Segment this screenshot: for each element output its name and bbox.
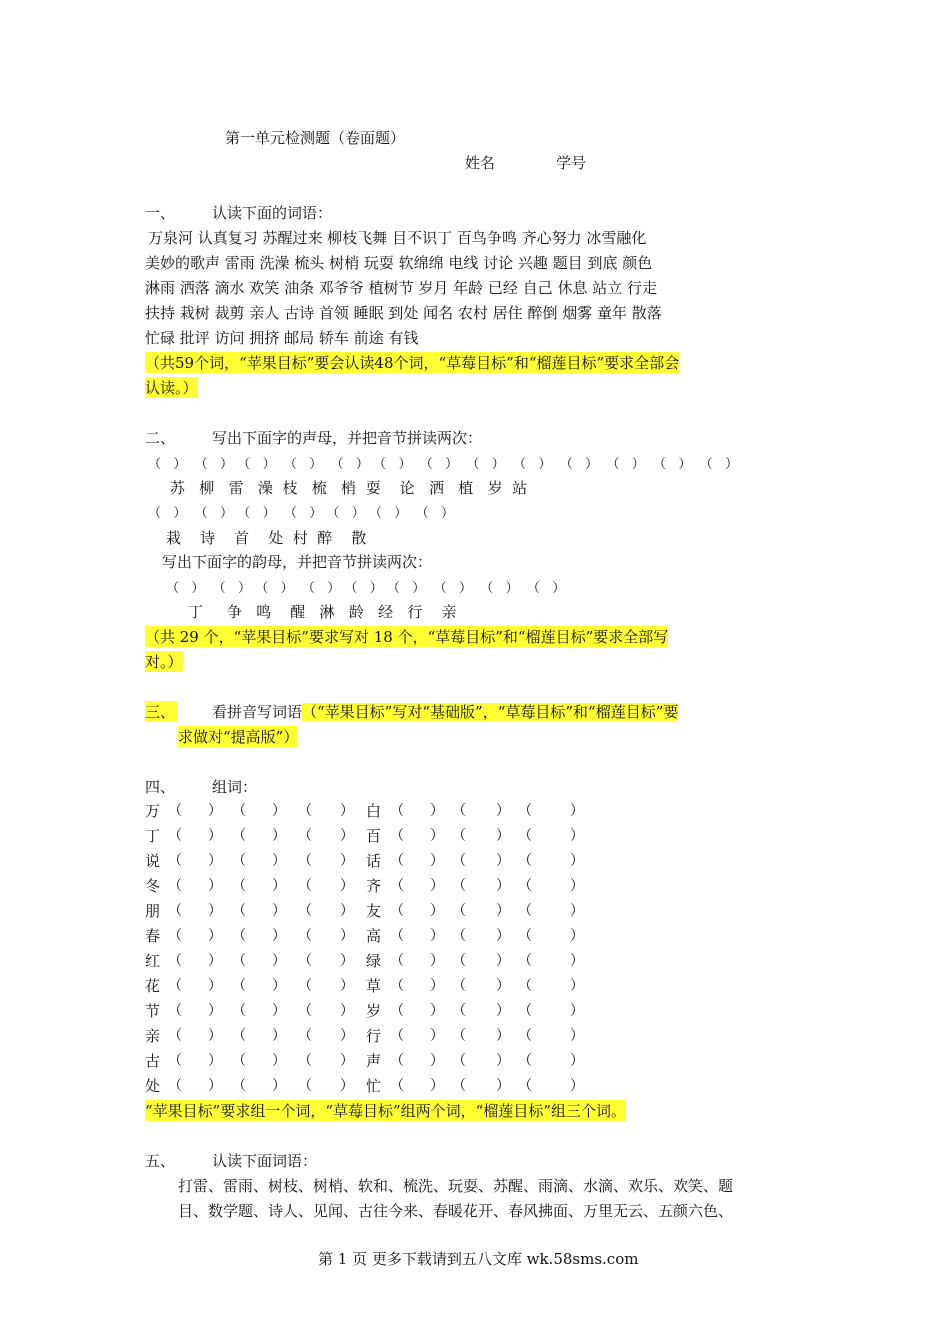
blank-open-paren: （ bbox=[232, 803, 246, 819]
blank-open-paren: （ bbox=[168, 928, 182, 944]
blank-close-paren: ） bbox=[340, 1078, 354, 1094]
word-building-row bbox=[0, 925, 584, 947]
blank-open-paren: （ bbox=[168, 953, 182, 969]
blank-close-paren: ） bbox=[272, 878, 286, 894]
blank-open-paren: （ bbox=[168, 878, 182, 894]
base-character: 春 bbox=[145, 927, 161, 945]
blank-close-paren: ） bbox=[430, 1003, 444, 1019]
base-character: 万 bbox=[145, 802, 161, 820]
section-1-note-continued: 认读。） bbox=[145, 379, 198, 397]
word-list-line: 万泉河 认真复习 苏醒过来 柳枝飞舞 目不识丁 百鸟争鸣 齐心努力 冰雪融化 bbox=[148, 229, 647, 247]
blank-open-paren: （ bbox=[298, 903, 312, 919]
word-building-row bbox=[0, 875, 584, 897]
word-list-line: 忙碌 批评 访问 拥挤 邮局 轿车 前途 有钱 bbox=[145, 329, 419, 347]
word-building-row bbox=[0, 1025, 584, 1047]
blank-open-paren: （ bbox=[390, 1028, 404, 1044]
blank-close-paren: ） bbox=[570, 803, 584, 819]
blank-open-paren: （ bbox=[168, 1003, 182, 1019]
blank-close-paren: ） bbox=[208, 803, 222, 819]
blank-close-paren: ） bbox=[340, 853, 354, 869]
base-character: 花 bbox=[145, 977, 161, 995]
blank-close-paren: ） bbox=[496, 953, 510, 969]
blank-close-paren: ） bbox=[570, 953, 584, 969]
blank-open-paren: （ bbox=[168, 978, 182, 994]
blank-open-paren: （ bbox=[390, 803, 404, 819]
blank-close-paren: ） bbox=[340, 803, 354, 819]
word-building-row bbox=[0, 850, 584, 872]
blank-close-paren: ） bbox=[430, 953, 444, 969]
blank-open-paren: （ bbox=[452, 853, 466, 869]
base-character: 处 bbox=[145, 1077, 161, 1095]
blank-close-paren: ） bbox=[272, 1028, 286, 1044]
blank-open-paren: （ bbox=[452, 1053, 466, 1069]
blank-open-paren: （ bbox=[298, 878, 312, 894]
blank-open-paren: （ bbox=[452, 978, 466, 994]
word-list-line: 美妙的歌声 雷雨 洗澡 梳头 树梢 玩耍 软绵绵 电线 讨论 兴趣 题目 到底 颜色 bbox=[145, 254, 653, 272]
blank-open-paren: （ bbox=[452, 1028, 466, 1044]
base-character: 亲 bbox=[145, 1027, 161, 1045]
base-character: 白 bbox=[366, 802, 382, 820]
blank-open-paren: （ bbox=[518, 928, 532, 944]
base-character: 丁 bbox=[145, 827, 161, 845]
blank-close-paren: ） bbox=[570, 1078, 584, 1094]
blank-close-paren: ） bbox=[208, 953, 222, 969]
blank-open-paren: （ bbox=[298, 803, 312, 819]
page-title: 第一单元检测题（卷面题） bbox=[225, 129, 406, 147]
blank-close-paren: ） bbox=[340, 903, 354, 919]
base-character: 绿 bbox=[366, 952, 382, 970]
blank-close-paren: ） bbox=[272, 1053, 286, 1069]
blank-open-paren: （ bbox=[232, 928, 246, 944]
section-2-note: （共 29 个，“苹果目标”要求写对 18 个，“草莓目标”和“榴莲目标”要求全部写 bbox=[145, 628, 669, 646]
base-character: 说 bbox=[145, 852, 161, 870]
blank-close-paren: ） bbox=[570, 928, 584, 944]
blank-open-paren: （ bbox=[452, 878, 466, 894]
blank-close-paren: ） bbox=[340, 978, 354, 994]
blank-open-paren: （ bbox=[232, 1003, 246, 1019]
blank-open-paren: （ bbox=[232, 853, 246, 869]
answer-blanks-row: （ ） （ ） （ ） （ ） （ ） （ ） （ ） bbox=[148, 506, 454, 521]
blank-close-paren: ） bbox=[570, 903, 584, 919]
blank-open-paren: （ bbox=[390, 878, 404, 894]
blank-close-paren: ） bbox=[570, 853, 584, 869]
blank-open-paren: （ bbox=[452, 1003, 466, 1019]
blank-open-paren: （ bbox=[518, 903, 532, 919]
word-list-line: 目、数学题、诗人、见闻、古往今来、春暖花开、春风拂面、万里无云、五颜六色、 bbox=[178, 1202, 734, 1220]
blank-open-paren: （ bbox=[518, 1053, 532, 1069]
blank-open-paren: （ bbox=[168, 853, 182, 869]
word-building-row bbox=[0, 900, 584, 922]
blank-open-paren: （ bbox=[232, 1053, 246, 1069]
answer-blanks-row: （ ） （ ） （ ） （ ） （ ） （ ） （ ） （ ） （ ） （ ） （ ） （ ） （ ） bbox=[148, 457, 739, 472]
section-4-title: 组词： bbox=[212, 778, 258, 796]
base-character: 行 bbox=[366, 1027, 382, 1045]
blank-close-paren: ） bbox=[570, 1053, 584, 1069]
blank-open-paren: （ bbox=[232, 903, 246, 919]
blank-open-paren: （ bbox=[168, 828, 182, 844]
section-3-note: （“苹果目标”写对“基础版”，“草莓目标”和“榴莲目标”要 bbox=[302, 703, 679, 721]
word-building-row bbox=[0, 1050, 584, 1072]
blank-open-paren: （ bbox=[390, 828, 404, 844]
section-5-number: 五、 bbox=[145, 1152, 176, 1170]
blank-close-paren: ） bbox=[208, 1078, 222, 1094]
blank-close-paren: ） bbox=[272, 853, 286, 869]
blank-close-paren: ） bbox=[208, 853, 222, 869]
blank-close-paren: ） bbox=[340, 928, 354, 944]
blank-open-paren: （ bbox=[518, 978, 532, 994]
blank-close-paren: ） bbox=[496, 1078, 510, 1094]
blank-open-paren: （ bbox=[298, 828, 312, 844]
base-character: 古 bbox=[145, 1052, 161, 1070]
blank-open-paren: （ bbox=[168, 803, 182, 819]
blank-open-paren: （ bbox=[298, 1003, 312, 1019]
blank-open-paren: （ bbox=[390, 928, 404, 944]
blank-close-paren: ） bbox=[272, 1078, 286, 1094]
blank-close-paren: ） bbox=[208, 928, 222, 944]
blank-close-paren: ） bbox=[570, 878, 584, 894]
base-character: 冬 bbox=[145, 877, 161, 895]
blank-open-paren: （ bbox=[168, 1028, 182, 1044]
blank-close-paren: ） bbox=[430, 1053, 444, 1069]
name-label: 姓名 bbox=[465, 154, 496, 172]
base-character: 齐 bbox=[366, 877, 382, 895]
word-list-line: 淋雨 洒落 滴水 欢笑 油条 邓爷爷 植树节 岁月 年龄 已经 自己 休息 站立 行走 bbox=[145, 279, 657, 297]
blank-open-paren: （ bbox=[518, 803, 532, 819]
blank-open-paren: （ bbox=[298, 1078, 312, 1094]
blank-open-paren: （ bbox=[518, 1003, 532, 1019]
base-character: 声 bbox=[366, 1052, 382, 1070]
blank-close-paren: ） bbox=[208, 903, 222, 919]
blank-open-paren: （ bbox=[390, 853, 404, 869]
blank-close-paren: ） bbox=[208, 978, 222, 994]
base-character: 草 bbox=[366, 977, 382, 995]
blank-open-paren: （ bbox=[518, 1028, 532, 1044]
blank-open-paren: （ bbox=[518, 1078, 532, 1094]
word-building-row bbox=[0, 950, 584, 972]
blank-open-paren: （ bbox=[390, 1003, 404, 1019]
blank-open-paren: （ bbox=[390, 978, 404, 994]
word-building-row bbox=[0, 800, 584, 822]
base-character: 忙 bbox=[366, 1077, 382, 1095]
blank-close-paren: ） bbox=[496, 828, 510, 844]
blank-open-paren: （ bbox=[298, 1053, 312, 1069]
blank-close-paren: ） bbox=[496, 978, 510, 994]
blank-open-paren: （ bbox=[232, 878, 246, 894]
blank-close-paren: ） bbox=[208, 828, 222, 844]
blank-open-paren: （ bbox=[232, 1078, 246, 1094]
blank-close-paren: ） bbox=[496, 928, 510, 944]
blank-close-paren: ） bbox=[208, 1003, 222, 1019]
blank-open-paren: （ bbox=[518, 853, 532, 869]
answer-blanks-row: （ ） （ ） （ ） （ ） （ ） （ ） （ ） （ ） （ ） bbox=[166, 581, 566, 596]
blank-close-paren: ） bbox=[430, 1078, 444, 1094]
blank-close-paren: ） bbox=[570, 1003, 584, 1019]
blank-close-paren: ） bbox=[272, 828, 286, 844]
blank-close-paren: ） bbox=[430, 1028, 444, 1044]
blank-close-paren: ） bbox=[430, 978, 444, 994]
base-character: 友 bbox=[366, 902, 382, 920]
blank-close-paren: ） bbox=[430, 803, 444, 819]
base-character: 朋 bbox=[145, 902, 161, 920]
blank-open-paren: （ bbox=[168, 1078, 182, 1094]
character-row: 栽 诗 首 处 村 醉 散 bbox=[166, 529, 367, 547]
blank-close-paren: ） bbox=[340, 828, 354, 844]
blank-close-paren: ） bbox=[340, 1053, 354, 1069]
blank-open-paren: （ bbox=[168, 903, 182, 919]
base-character: 话 bbox=[366, 852, 382, 870]
section-2-title: 写出下面字的声母，并把音节拼读两次： bbox=[212, 429, 483, 447]
blank-close-paren: ） bbox=[340, 1028, 354, 1044]
blank-close-paren: ） bbox=[208, 1028, 222, 1044]
blank-close-paren: ） bbox=[272, 803, 286, 819]
character-row: 苏 柳 雷 澡 枝 梳 梢 耍 论 洒 植 岁 站 bbox=[170, 479, 528, 497]
blank-close-paren: ） bbox=[272, 978, 286, 994]
word-building-row bbox=[0, 1075, 584, 1097]
blank-close-paren: ） bbox=[496, 903, 510, 919]
blank-open-paren: （ bbox=[298, 978, 312, 994]
blank-open-paren: （ bbox=[518, 878, 532, 894]
blank-open-paren: （ bbox=[452, 803, 466, 819]
blank-open-paren: （ bbox=[298, 853, 312, 869]
section-3-title-text: 看拼音写词语 bbox=[212, 703, 303, 721]
blank-open-paren: （ bbox=[232, 828, 246, 844]
base-character: 节 bbox=[145, 1002, 161, 1020]
blank-close-paren: ） bbox=[340, 953, 354, 969]
section-2-note-continued: 对。） bbox=[145, 653, 183, 671]
blank-close-paren: ） bbox=[496, 1053, 510, 1069]
section-1-title: 认读下面的词语： bbox=[212, 204, 333, 222]
blank-open-paren: （ bbox=[452, 953, 466, 969]
blank-open-paren: （ bbox=[390, 953, 404, 969]
base-character: 红 bbox=[145, 952, 161, 970]
blank-open-paren: （ bbox=[298, 1028, 312, 1044]
blank-open-paren: （ bbox=[390, 1053, 404, 1069]
page-footer: 第 1 页 更多下载请到五八文库 wk.58sms.com bbox=[318, 1250, 639, 1268]
word-building-row bbox=[0, 1000, 584, 1022]
section-4-note: “苹果目标”要求组一个词，“草莓目标”组两个词，“榴莲目标”组三个词。 bbox=[145, 1102, 627, 1120]
blank-open-paren: （ bbox=[452, 828, 466, 844]
blank-close-paren: ） bbox=[272, 928, 286, 944]
word-building-row bbox=[0, 825, 584, 847]
blank-open-paren: （ bbox=[168, 1053, 182, 1069]
blank-close-paren: ） bbox=[496, 1003, 510, 1019]
blank-close-paren: ） bbox=[340, 1003, 354, 1019]
section-1-note: （共59个词，“苹果目标”要会认读48个词，“草莓目标”和“榴莲目标”要求全部会 bbox=[145, 354, 680, 372]
blank-close-paren: ） bbox=[430, 878, 444, 894]
blank-close-paren: ） bbox=[570, 978, 584, 994]
blank-close-paren: ） bbox=[430, 853, 444, 869]
blank-open-paren: （ bbox=[298, 928, 312, 944]
blank-close-paren: ） bbox=[496, 803, 510, 819]
blank-open-paren: （ bbox=[232, 953, 246, 969]
blank-open-paren: （ bbox=[518, 828, 532, 844]
base-character: 高 bbox=[366, 927, 382, 945]
blank-close-paren: ） bbox=[430, 828, 444, 844]
section-3-title bbox=[212, 701, 678, 722]
blank-close-paren: ） bbox=[496, 878, 510, 894]
section-2-subtitle: 写出下面字的韵母，并把音节拼读两次： bbox=[162, 553, 433, 571]
section-3-note-continued: 求做对“提高版”） bbox=[178, 728, 299, 746]
blank-close-paren: ） bbox=[272, 903, 286, 919]
blank-close-paren: ） bbox=[496, 1028, 510, 1044]
character-row: 丁 争 鸣 醒 淋 龄 经 行 亲 bbox=[188, 603, 457, 621]
section-4-number: 四、 bbox=[145, 778, 176, 796]
blank-open-paren: （ bbox=[452, 928, 466, 944]
blank-close-paren: ） bbox=[570, 1028, 584, 1044]
blank-close-paren: ） bbox=[340, 878, 354, 894]
blank-close-paren: ） bbox=[430, 928, 444, 944]
blank-open-paren: （ bbox=[390, 903, 404, 919]
section-3-number: 三、 bbox=[145, 703, 176, 721]
blank-close-paren: ） bbox=[272, 953, 286, 969]
section-5-title: 认读下面词语： bbox=[212, 1152, 318, 1170]
blank-close-paren: ） bbox=[570, 828, 584, 844]
blank-open-paren: （ bbox=[232, 978, 246, 994]
word-list-line: 扶持 栽树 裁剪 亲人 古诗 首领 睡眠 到处 闻名 农村 居住 醉倒 烟雾 童年 散落 bbox=[145, 304, 662, 322]
blank-open-paren: （ bbox=[518, 953, 532, 969]
word-list-line: 打雷、雷雨、树枝、树梢、软和、梳洗、玩耍、苏醒、雨滴、水滴、欢乐、欢笑、题 bbox=[178, 1177, 734, 1195]
blank-open-paren: （ bbox=[390, 1078, 404, 1094]
section-1-number: 一、 bbox=[145, 204, 176, 222]
blank-open-paren: （ bbox=[452, 903, 466, 919]
blank-close-paren: ） bbox=[272, 1003, 286, 1019]
blank-close-paren: ） bbox=[430, 903, 444, 919]
word-building-row bbox=[0, 975, 584, 997]
blank-close-paren: ） bbox=[208, 1053, 222, 1069]
blank-open-paren: （ bbox=[298, 953, 312, 969]
blank-close-paren: ） bbox=[496, 853, 510, 869]
blank-open-paren: （ bbox=[232, 1028, 246, 1044]
student-id-label: 学号 bbox=[556, 154, 587, 172]
base-character: 岁 bbox=[366, 1002, 382, 1020]
base-character: 百 bbox=[366, 827, 382, 845]
blank-open-paren: （ bbox=[452, 1078, 466, 1094]
blank-close-paren: ） bbox=[208, 878, 222, 894]
section-2-number: 二、 bbox=[145, 429, 176, 447]
